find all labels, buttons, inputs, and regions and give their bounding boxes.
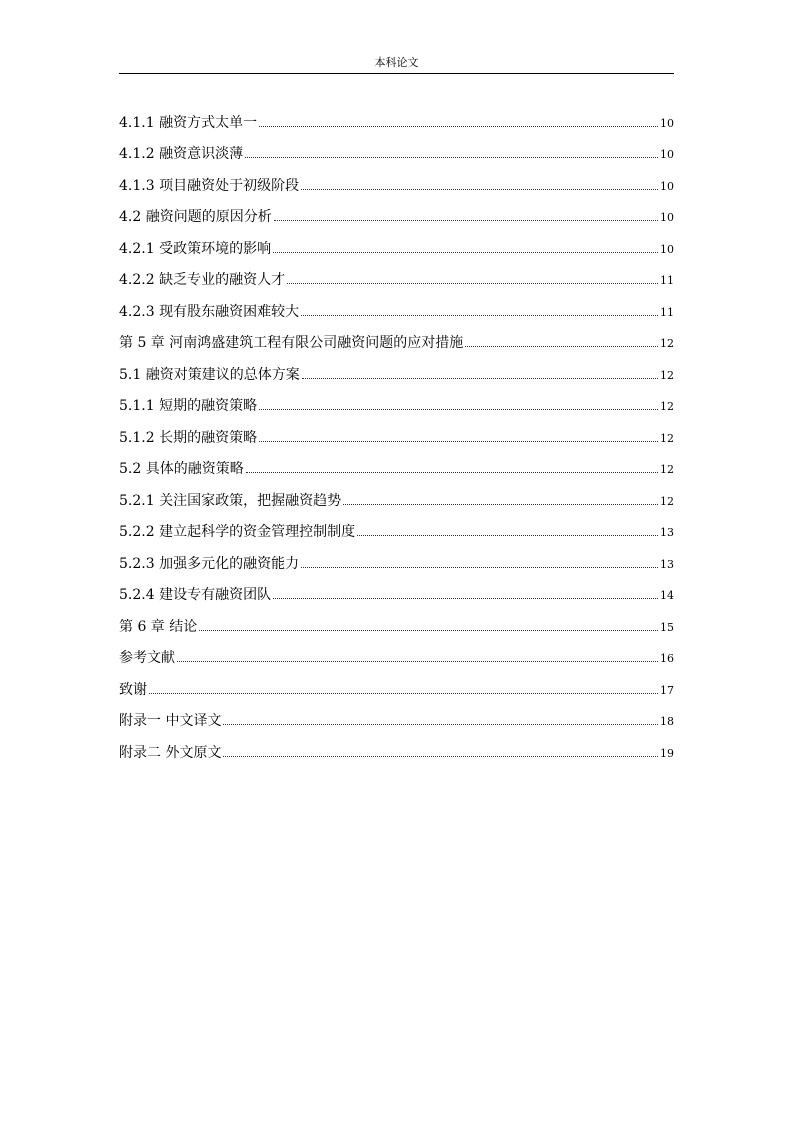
toc-entry[interactable] (119, 730, 674, 762)
toc-dot-leader (287, 283, 658, 284)
toc-dot-leader (357, 535, 658, 536)
toc-page-number: 11 (660, 305, 674, 319)
toc-entry[interactable] (119, 352, 674, 384)
toc-entry[interactable] (119, 667, 674, 699)
toc-dot-leader (245, 157, 658, 158)
toc-dot-leader (199, 630, 658, 631)
toc-entry[interactable] (119, 226, 674, 258)
toc-entry[interactable] (119, 321, 674, 353)
toc-entry-title: 附录一 中文译文 (119, 713, 222, 729)
toc-page-number: 15 (660, 620, 674, 634)
toc-dot-leader (223, 724, 658, 725)
toc-dot-leader (259, 441, 658, 442)
toc-entry-title: 5.1.2 长期的融资策略 (119, 429, 258, 446)
toc-entry-title: 参考文献 (119, 650, 175, 666)
toc-page-number: 10 (660, 116, 674, 130)
toc-dot-leader (246, 472, 658, 473)
toc-entry-title: 4.2.3 现有股东融资困难较大 (119, 303, 300, 320)
toc-page-number: 12 (660, 368, 674, 382)
toc-page-number: 18 (660, 715, 674, 728)
toc-entry[interactable] (119, 163, 674, 195)
toc-entry-title: 5.2.3 加强多元化的融资能力 (119, 555, 300, 572)
toc-entry-title: 4.1.3 项目融资处于初级阶段 (119, 177, 300, 194)
toc-page-number: 12 (660, 337, 674, 350)
toc-entry-title: 第 6 章 结论 (119, 618, 198, 635)
toc-dot-leader (259, 409, 658, 410)
toc-entry[interactable] (119, 258, 674, 290)
toc-entry[interactable] (119, 447, 674, 479)
table-of-contents (119, 100, 674, 762)
toc-entry[interactable] (119, 510, 674, 542)
toc-dot-leader (301, 315, 658, 316)
toc-entry[interactable] (119, 699, 674, 731)
toc-page-number: 12 (660, 494, 674, 508)
toc-page-number: 10 (660, 148, 674, 161)
toc-dot-leader (343, 504, 658, 505)
header-rule (119, 73, 674, 74)
toc-page-number: 17 (660, 683, 674, 697)
toc-entry-title: 5.1.1 短期的融资策略 (119, 398, 258, 414)
toc-entry-title: 5.2.2 建立起科学的资金管理控制制度 (119, 524, 356, 540)
toc-entry-title: 4.2.1 受政策环境的影响 (119, 240, 272, 257)
toc-page-number: 19 (660, 746, 674, 760)
toc-entry[interactable] (119, 573, 674, 605)
toc-dot-leader (273, 252, 658, 253)
toc-entry-title: 4.1.2 融资意识淡薄 (119, 146, 244, 162)
toc-entry[interactable] (119, 541, 674, 573)
toc-entry[interactable] (119, 636, 674, 668)
toc-entry-title: 5.2.1 关注国家政策，把握融资趋势 (119, 492, 342, 509)
toc-page-number: 14 (660, 589, 674, 602)
toc-dot-leader (302, 378, 658, 379)
toc-entry[interactable] (119, 415, 674, 447)
toc-page-number: 12 (660, 431, 674, 445)
toc-entry-title: 第 5 章 河南鸿盛建筑工程有限公司融资问题的应对措施 (119, 335, 464, 351)
toc-page-number: 12 (660, 400, 674, 413)
toc-entry[interactable] (119, 604, 674, 636)
page-header (119, 0, 674, 75)
toc-entry-title: 4.1.1 融资方式太单一 (119, 114, 258, 131)
toc-dot-leader (301, 567, 658, 568)
toc-entry-title: 5.2 具体的融资策略 (119, 461, 244, 477)
toc-dot-leader (273, 598, 658, 599)
toc-dot-leader (149, 693, 658, 694)
toc-page-number: 10 (660, 179, 674, 193)
toc-dot-leader (223, 756, 658, 757)
toc-entry-title: 致谢 (119, 681, 147, 698)
toc-dot-leader (177, 661, 658, 662)
toc-entry-title: 4.2 融资问题的原因分析 (119, 209, 272, 225)
toc-page-number: 10 (660, 211, 674, 224)
toc-dot-leader (465, 346, 658, 347)
toc-dot-leader (274, 220, 658, 221)
toc-entry[interactable] (119, 289, 674, 321)
toc-page-number: 13 (660, 526, 674, 539)
toc-entry[interactable] (119, 132, 674, 164)
toc-entry-title: 5.1 融资对策建议的总体方案 (119, 366, 300, 383)
toc-entry-title: 4.2.2 缺乏专业的融资人才 (119, 272, 286, 288)
header-title: 本科论文 (374, 56, 419, 69)
toc-entry[interactable] (119, 195, 674, 227)
toc-page-number: 10 (660, 242, 674, 256)
toc-dot-leader (259, 126, 658, 127)
toc-page-number: 16 (660, 652, 674, 665)
toc-entry[interactable] (119, 384, 674, 416)
toc-entry[interactable] (119, 478, 674, 510)
toc-page-number: 12 (660, 463, 674, 476)
toc-page-number: 11 (660, 274, 674, 287)
toc-dot-leader (301, 189, 658, 190)
toc-entry-title: 5.2.4 建设专有融资团队 (119, 587, 272, 603)
toc-page-number: 13 (660, 557, 674, 571)
toc-entry[interactable] (119, 100, 674, 132)
toc-entry-title: 附录二 外文原文 (119, 744, 222, 761)
